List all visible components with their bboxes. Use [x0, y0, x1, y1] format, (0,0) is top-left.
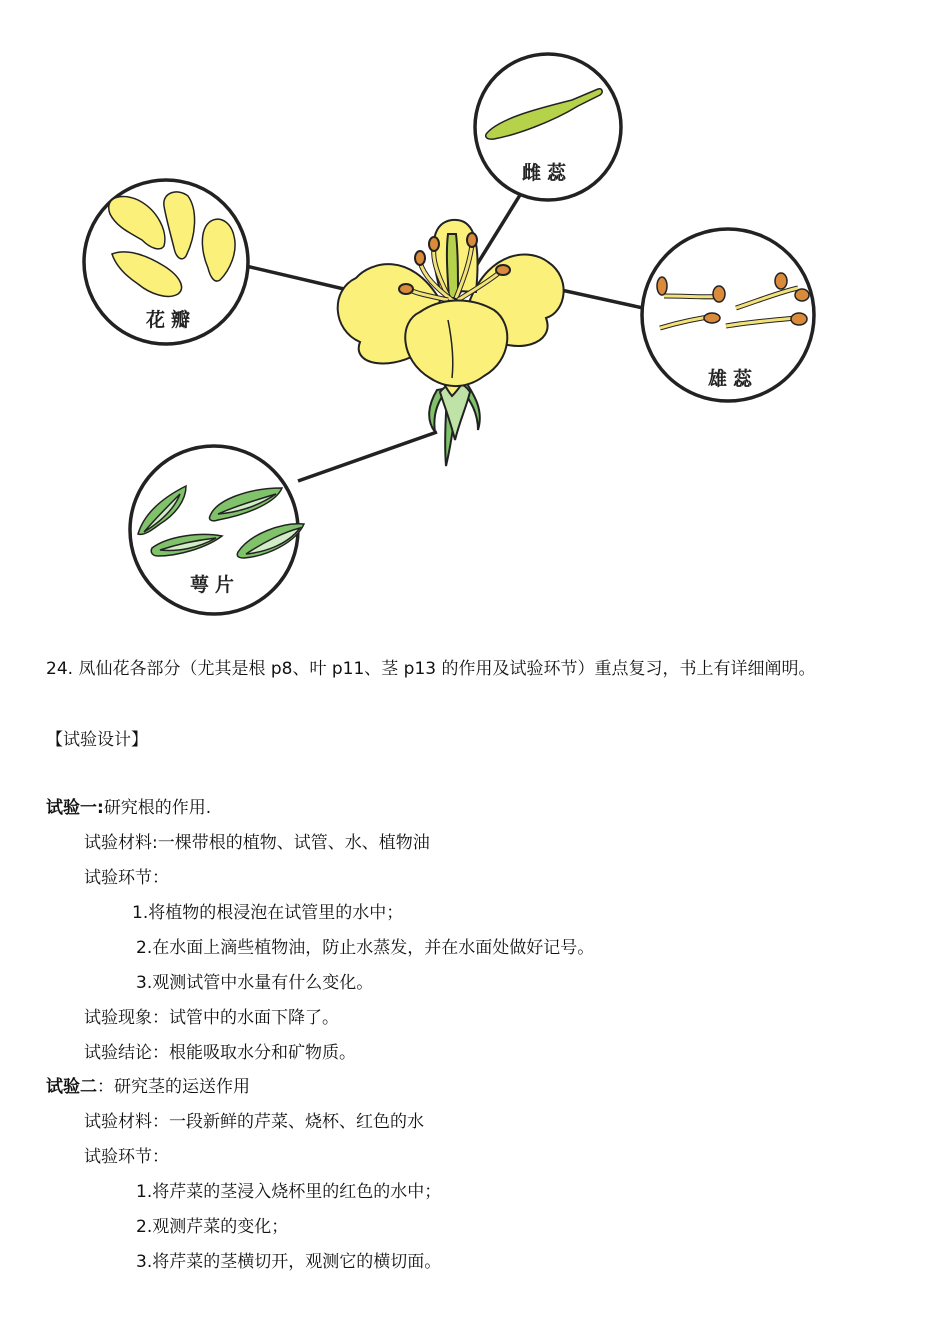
exp2-title-text: ：研究茎的运送作用	[97, 1077, 250, 1097]
label-stamen: 雄蕊	[708, 368, 759, 390]
connector-sepal	[298, 432, 437, 481]
exp1-step-2: 2.在水面上滴些植物油，防止水蒸发，并在水面处做好记号。	[136, 938, 595, 958]
flower-petal-front	[405, 300, 507, 386]
exp2-step-1: 1.将芹菜的茎浸入烧杯里的红色的水中；	[136, 1182, 442, 1202]
exp1-phenomenon: 试验现象：试管中的水面下降了。	[84, 1008, 339, 1028]
exp2-title-label: 试验二	[46, 1077, 97, 1097]
exp1-conclusion: 试验结论：根能吸取水分和矿物质。	[84, 1043, 356, 1063]
flower-parts-diagram	[0, 0, 950, 630]
exp1-step-3: 3.观测试管中水量有什么变化。	[136, 973, 374, 993]
exp1-title-text: 研究根的作用.	[103, 798, 212, 818]
exp1-step-1: 1.将植物的根浸泡在试管里的水中；	[132, 903, 404, 923]
label-sepal: 萼片	[190, 574, 241, 596]
exp1-materials: 试验材料:一棵带根的植物、试管、水、植物油	[84, 833, 430, 853]
section-title: 【试验设计】	[46, 730, 148, 750]
item-24-text: 24. 凤仙花各部分（尤其是根 p8、叶 p11、茎 p13 的作用及试验环节）重点复习，书上有详细阐明。	[46, 659, 816, 679]
callout-petal	[84, 180, 248, 344]
callout-pistil	[475, 54, 621, 200]
exp2-step-3: 3.将芹菜的茎横切开，观测它的横切面。	[136, 1252, 442, 1272]
exp1-title	[46, 797, 211, 819]
exp2-title	[46, 1076, 250, 1098]
callout-stamen	[642, 229, 814, 401]
flower-illustration	[338, 220, 564, 466]
exp1-title-label: 试验一:	[46, 798, 104, 818]
exp2-materials: 试验材料：一段新鲜的芹菜、烧杯、红色的水	[84, 1112, 424, 1132]
exp1-steps-label: 试验环节：	[84, 868, 169, 888]
flower-pistil	[447, 234, 458, 298]
label-petal: 花瓣	[146, 309, 197, 331]
exp2-step-2: 2.观测芹菜的变化；	[136, 1217, 289, 1237]
exp2-steps-label: 试验环节：	[84, 1147, 169, 1167]
label-pistil: 雌蕊	[522, 162, 573, 184]
callout-sepal	[130, 446, 304, 614]
